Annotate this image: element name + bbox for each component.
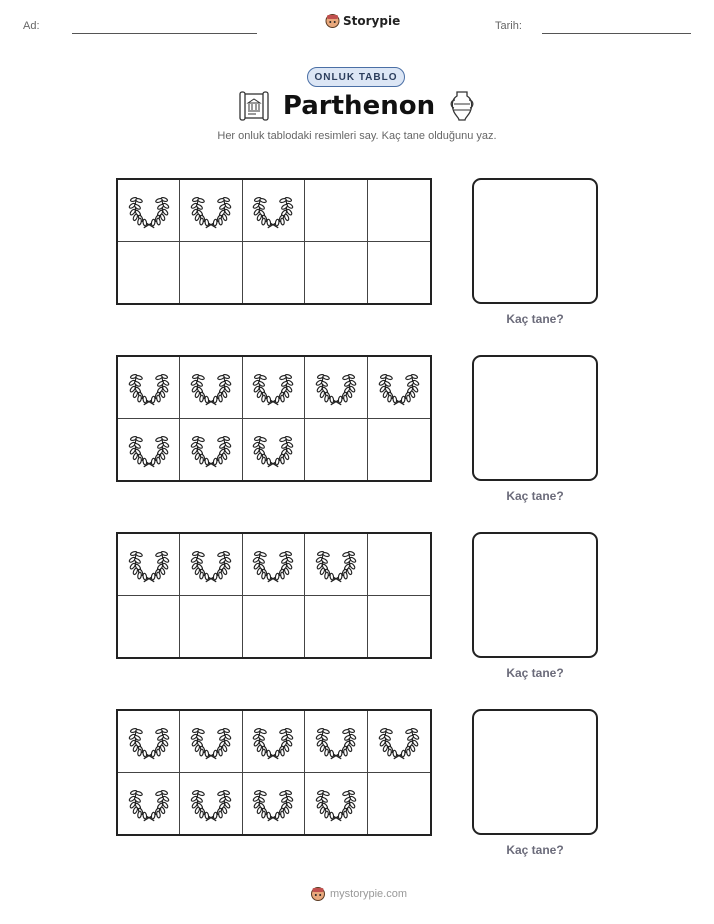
ten-frame-cell	[118, 242, 180, 304]
ten-frame-cell	[180, 596, 242, 658]
mascot-icon	[325, 13, 340, 29]
ten-frame	[116, 355, 432, 482]
laurel-wreath-icon	[190, 782, 232, 824]
ten-frame-cell	[118, 711, 180, 773]
answer-box[interactable]	[472, 178, 598, 304]
name-label: Ad:	[23, 20, 40, 32]
ten-frame-cell	[180, 357, 242, 419]
ten-frame-cell	[368, 419, 430, 481]
ten-frame	[116, 709, 432, 836]
question-label: Kaç tane?	[506, 666, 564, 680]
ten-frame-cell	[180, 534, 242, 596]
ten-frame	[116, 532, 432, 659]
ten-frame-cell	[305, 711, 367, 773]
ten-frame-cell	[118, 357, 180, 419]
ten-frame-cell	[118, 419, 180, 481]
ten-frame-cell	[180, 242, 242, 304]
laurel-wreath-icon	[315, 720, 357, 762]
laurel-wreath-icon	[190, 720, 232, 762]
laurel-wreath-icon	[128, 543, 170, 585]
laurel-wreath-icon	[252, 543, 294, 585]
amphora-icon	[449, 90, 475, 122]
laurel-wreath-icon	[252, 720, 294, 762]
laurel-wreath-icon	[190, 366, 232, 408]
ten-frame-cell	[180, 773, 242, 835]
laurel-wreath-icon	[190, 543, 232, 585]
ten-frame-cell	[368, 711, 430, 773]
ten-frame-cell	[243, 242, 305, 304]
ten-frame-cell	[118, 534, 180, 596]
ten-frame-cell	[305, 180, 367, 242]
category-badge: ONLUK TABLO	[307, 67, 405, 87]
laurel-wreath-icon	[128, 366, 170, 408]
ten-frame-cell	[243, 180, 305, 242]
laurel-wreath-icon	[378, 366, 420, 408]
laurel-wreath-icon	[315, 366, 357, 408]
ten-frame-cell	[368, 242, 430, 304]
ten-frame-cell	[118, 180, 180, 242]
laurel-wreath-icon	[128, 189, 170, 231]
ten-frame-cell	[305, 773, 367, 835]
brand-logo	[325, 13, 400, 29]
ten-frame-cell	[118, 596, 180, 658]
laurel-wreath-icon	[128, 428, 170, 470]
ten-frame	[116, 178, 432, 305]
brand-name: Storypie	[343, 14, 401, 28]
ten-frame-cell	[243, 711, 305, 773]
ten-frame-cell	[368, 596, 430, 658]
question-label: Kaç tane?	[506, 312, 564, 326]
question-label: Kaç tane?	[506, 843, 564, 857]
name-line[interactable]	[72, 33, 257, 34]
footer-url[interactable]: mystorypie.com	[330, 888, 408, 900]
laurel-wreath-icon	[190, 428, 232, 470]
ten-frame-cell	[368, 773, 430, 835]
laurel-wreath-icon	[252, 366, 294, 408]
page-title: Parthenon	[282, 91, 436, 121]
ten-frame-cell	[180, 180, 242, 242]
laurel-wreath-icon	[315, 782, 357, 824]
ten-frame-cell	[305, 357, 367, 419]
answer-box[interactable]	[472, 355, 598, 481]
laurel-wreath-icon	[315, 543, 357, 585]
footer-mascot-icon	[310, 886, 326, 902]
ten-frame-cell	[180, 419, 242, 481]
title-row	[0, 90, 714, 122]
answer-box[interactable]	[472, 709, 598, 835]
laurel-wreath-icon	[128, 720, 170, 762]
ten-frame-cell	[305, 534, 367, 596]
ten-frame-cell	[180, 711, 242, 773]
question-label: Kaç tane?	[506, 489, 564, 503]
ten-frame-cell	[305, 596, 367, 658]
ten-frame-cell	[118, 773, 180, 835]
ten-frame-cell	[305, 242, 367, 304]
ten-frame-cell	[368, 180, 430, 242]
laurel-wreath-icon	[128, 782, 170, 824]
ten-frame-cell	[305, 419, 367, 481]
date-line[interactable]	[542, 33, 691, 34]
ten-frame-cell	[243, 596, 305, 658]
laurel-wreath-icon	[252, 782, 294, 824]
answer-box[interactable]	[472, 532, 598, 658]
scroll-map-icon	[239, 91, 269, 121]
instructions: Her onluk tablodaki resimleri say. Kaç tane olduğunu yaz.	[217, 130, 497, 142]
date-label: Tarih:	[495, 20, 522, 32]
ten-frame-cell	[243, 419, 305, 481]
ten-frame-cell	[368, 534, 430, 596]
laurel-wreath-icon	[378, 720, 420, 762]
ten-frame-cell	[243, 773, 305, 835]
ten-frame-cell	[368, 357, 430, 419]
laurel-wreath-icon	[252, 189, 294, 231]
ten-frame-cell	[243, 357, 305, 419]
ten-frame-cell	[243, 534, 305, 596]
laurel-wreath-icon	[190, 189, 232, 231]
laurel-wreath-icon	[252, 428, 294, 470]
footer	[310, 886, 407, 902]
